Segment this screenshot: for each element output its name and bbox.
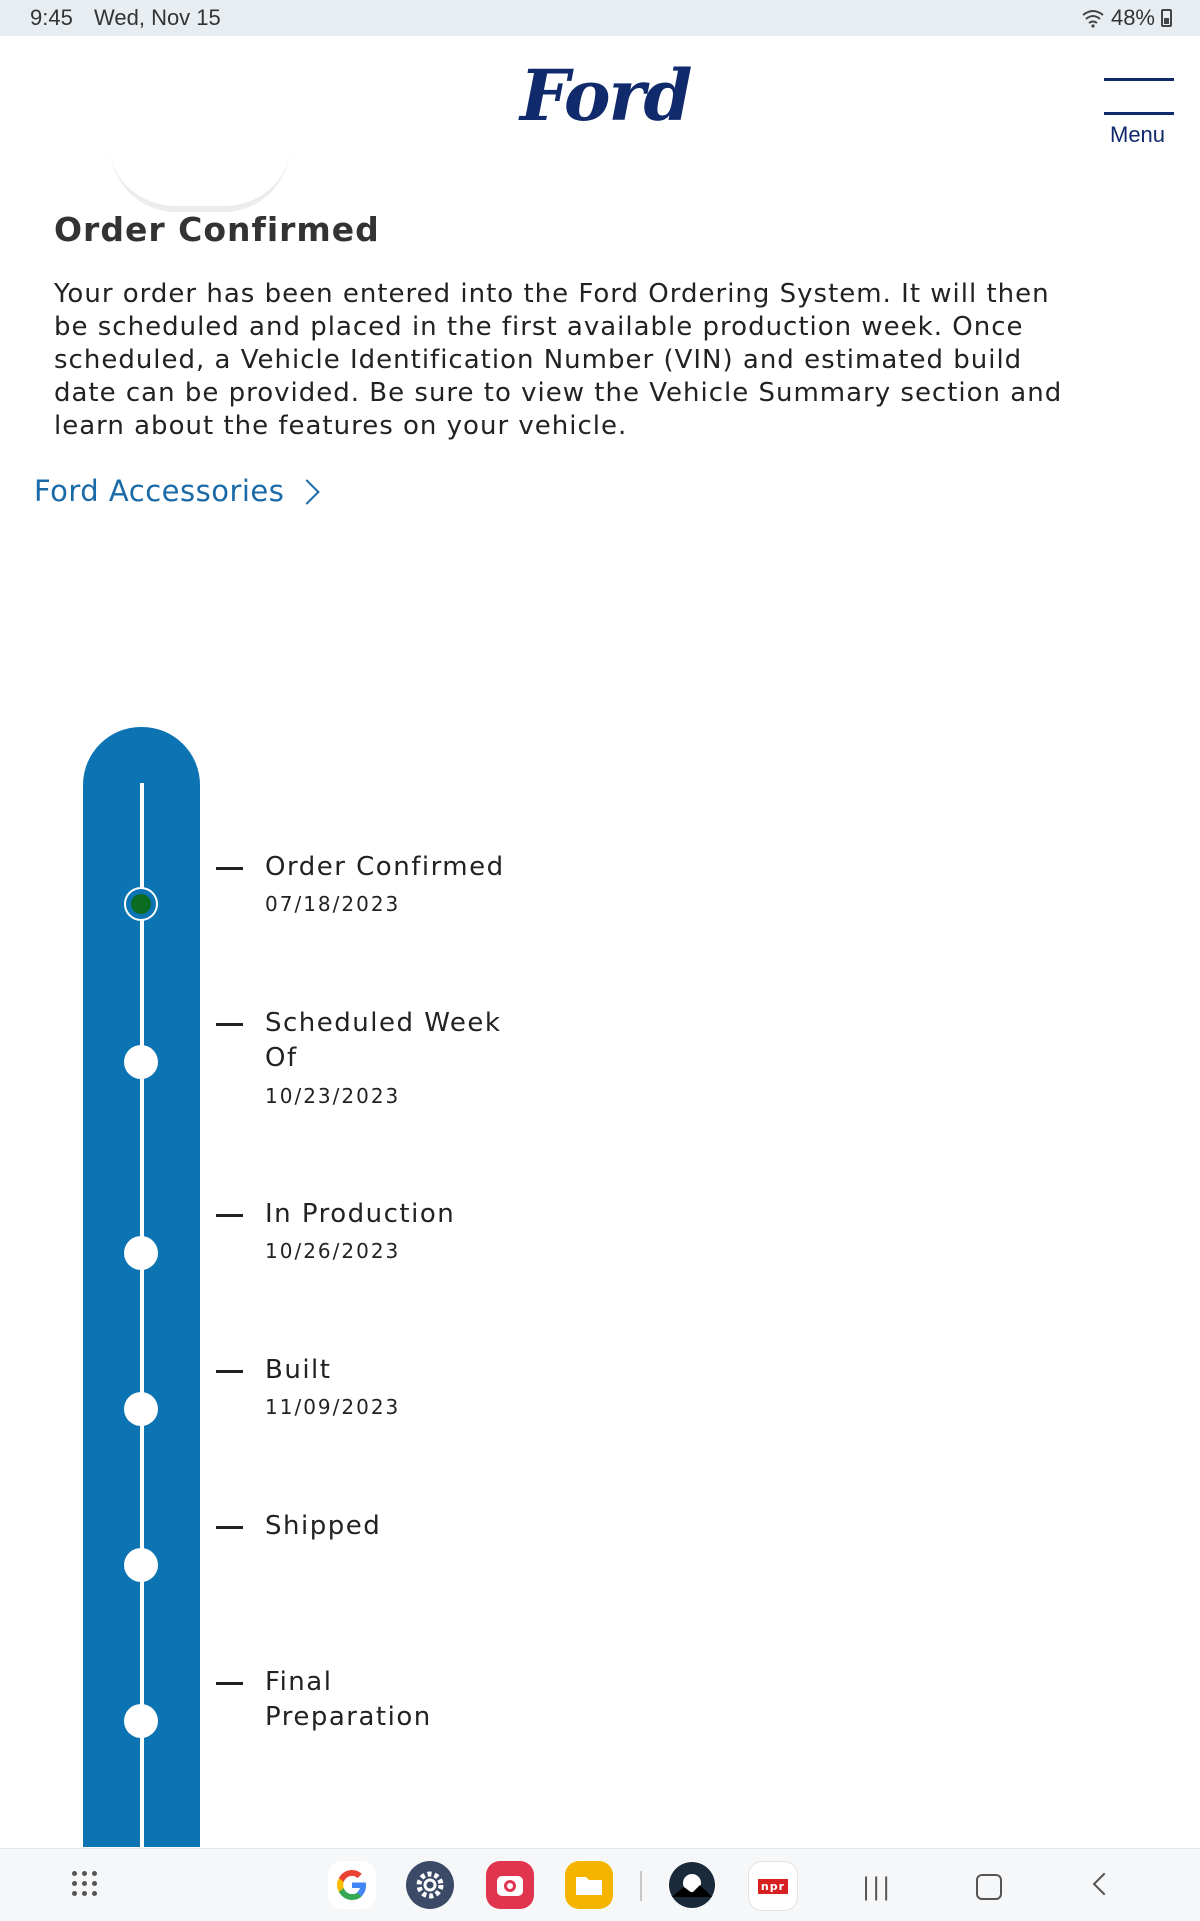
step-dash [216,1526,243,1529]
step-name: Final Preparation [265,1667,432,1732]
status-date: Wed, Nov 15 [94,5,221,30]
ford-accessories-label: Ford Accessories [34,474,285,508]
timeline-node [124,1548,158,1582]
step-date: 10/23/2023 [265,1084,401,1108]
step-dash [216,1370,243,1373]
system-nav-bar [0,1848,1200,1921]
google-icon[interactable] [328,1861,376,1909]
step-name: Shipped [265,1511,382,1541]
timeline-node [124,1392,158,1426]
step-date: 11/09/2023 [265,1395,401,1419]
battery-icon [1161,9,1172,27]
nav-separator [640,1871,642,1901]
weather-icon[interactable] [668,1861,716,1909]
step-dash [216,1023,243,1026]
menu-label: Menu [1110,122,1166,147]
order-timeline-track [83,727,200,1847]
timeline-line [140,783,144,1847]
order-description: Your order has been entered into the Ford Ordering System. It will then be scheduled and placed in the first available production week. Once scheduled, a Vehicle Identification Number (VIN) and estimated build date can be provided. Be sure to view the Vehicle Summary section and learn about the features on your vehicle. [54,279,1063,441]
decorative-arc [110,146,290,212]
status-indicators [1081,5,1172,31]
battery-percent: 48% [1110,5,1155,30]
step-dash [216,1214,243,1217]
step-date: 10/26/2023 [265,1239,401,1263]
page-title: Order Confirmed [54,210,380,249]
settings-icon[interactable] [406,1861,454,1909]
camera-icon[interactable] [486,1861,534,1909]
step-name: Built [265,1355,332,1385]
step-name: In Production [265,1199,456,1229]
app-drawer-icon[interactable] [72,1871,98,1897]
hamburger-icon-line [1104,78,1174,81]
site-header [0,36,1200,146]
step-date: 07/18/2023 [265,892,401,916]
menu-button[interactable] [1104,56,1174,147]
hamburger-icon-line [1104,112,1174,115]
files-icon[interactable] [565,1861,613,1909]
status-bar [0,0,1200,36]
home-icon[interactable] [976,1874,1002,1900]
timeline-node [124,1704,158,1738]
step-name: Order Confirmed [265,852,505,882]
timeline-node-complete [124,887,158,921]
step-name: Scheduled Week Of [265,1008,502,1073]
status-time: 9:45 [30,5,73,30]
step-dash [216,867,243,870]
ford-accessories-link[interactable] [34,474,316,508]
wifi-icon [1081,8,1105,28]
chevron-right-icon [295,479,320,504]
npr-icon[interactable] [748,1861,798,1911]
timeline-node [124,1045,158,1079]
npr-label: npr [758,1879,788,1894]
timeline-node [124,1236,158,1270]
recent-apps-icon[interactable]: ||| [862,1873,893,1901]
back-icon[interactable] [1093,1873,1116,1896]
ford-logo[interactable]: Ford [520,54,691,137]
step-dash [216,1682,243,1685]
